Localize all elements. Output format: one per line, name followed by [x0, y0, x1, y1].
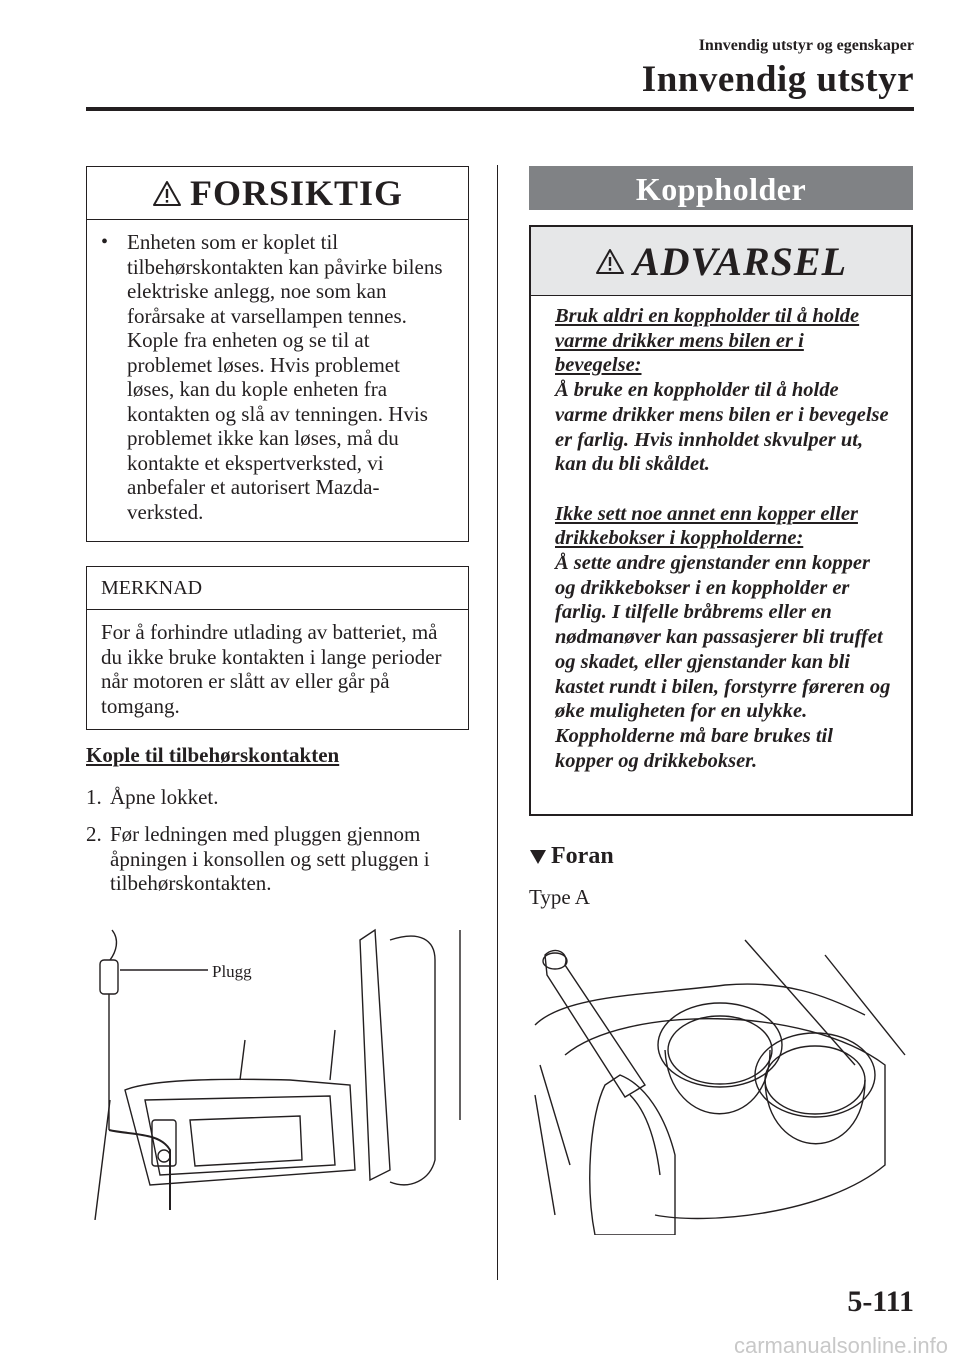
caution-header	[87, 167, 468, 220]
note-box	[86, 566, 469, 730]
step-number: 2.	[86, 822, 102, 846]
step-1	[86, 785, 466, 810]
chapter-subtitle: Innvendig utstyr og egenskaper	[698, 37, 914, 54]
caution-body	[87, 220, 468, 534]
type-label: Type A	[529, 885, 590, 909]
triangle-bullet-icon	[529, 849, 547, 865]
chapter-title: Innvendig utstyr	[641, 59, 914, 100]
note-text: For å forhindre utlading av batteriet, må du ikke bruke kontakten i lange perioder når motoren er slått av eller går på tomgang.	[101, 620, 442, 718]
note-title: MERKNAD	[87, 567, 468, 610]
step-text: Før ledningen med pluggen gjennom åpningen i konsollen og sett pluggen i tilbehørskontakten.	[110, 822, 430, 895]
warning-text-2: Å sette andre gjenstander enn kopper og drikkebokser i en koppholder er farlig. I tilfelle bråbrems eller en nødmanøver kan passasjerer bli truffet og skadet, eller gjenstander kan bli kastet rundt i bilen, forstyrre føreren og øke muligheten for en ulykke. Koppholderne må bare brukes til kopper og drikkebokser.	[555, 552, 891, 772]
connect-heading: Kople til tilbehørskontakten	[86, 743, 340, 767]
cupholder-illustration	[525, 935, 915, 1235]
step-number: 1.	[86, 785, 102, 809]
caution-text: Enheten som er koplet til tilbehørskontakten kan påvirke bilens elektriske anlegg, noe som kan forårsake at varsellampen tennes. Kople fra enheten og se til at problemet løses. Hvis problemet løses, kan du kople enheten fra kontakten og slå av tenningen. Hvis problemet ikke kan løses, må du kontakte et ekspertverksted, vi anbefaler et autorisert Mazda-verksted.	[127, 230, 443, 524]
console-plug-illustration	[90, 920, 470, 1220]
warning-triangle-icon	[595, 248, 625, 275]
warning-header	[531, 227, 911, 296]
caution-box	[86, 166, 469, 542]
watermark: carmanualsonline.info	[733, 1333, 948, 1358]
step-text: Åpne lokket.	[110, 785, 219, 809]
warning-title: ADVARSEL	[633, 238, 847, 284]
subsection-foran	[529, 843, 614, 870]
figure-label-plugg: Plugg	[212, 962, 252, 981]
warning-text-1: Å bruke en koppholder til å holde varme drikker mens bilen er i bevegelse er farlig. Hvis innholdet skvulper ut, kan du bli skåldet.	[555, 379, 889, 476]
warning-heading-1: Bruk aldri en koppholder til å holde varme drikker mens bilen er i bevegelse:	[555, 305, 860, 377]
subsection-title: Foran	[551, 843, 614, 869]
page-number: 5-111	[847, 1285, 914, 1318]
warning-body	[531, 296, 911, 783]
warning-heading-2: Ikke sett noe annet enn kopper eller drikkebokser i koppholderne:	[555, 502, 858, 550]
bullet-dot: •	[101, 231, 109, 253]
header-rule	[86, 107, 914, 111]
step-2	[86, 822, 466, 896]
warning-box	[529, 225, 913, 816]
warning-triangle-icon	[152, 180, 182, 207]
cupholder-section-title: Koppholder	[529, 166, 913, 210]
column-divider	[497, 165, 498, 1280]
caution-title: FORSIKTIG	[189, 173, 404, 213]
